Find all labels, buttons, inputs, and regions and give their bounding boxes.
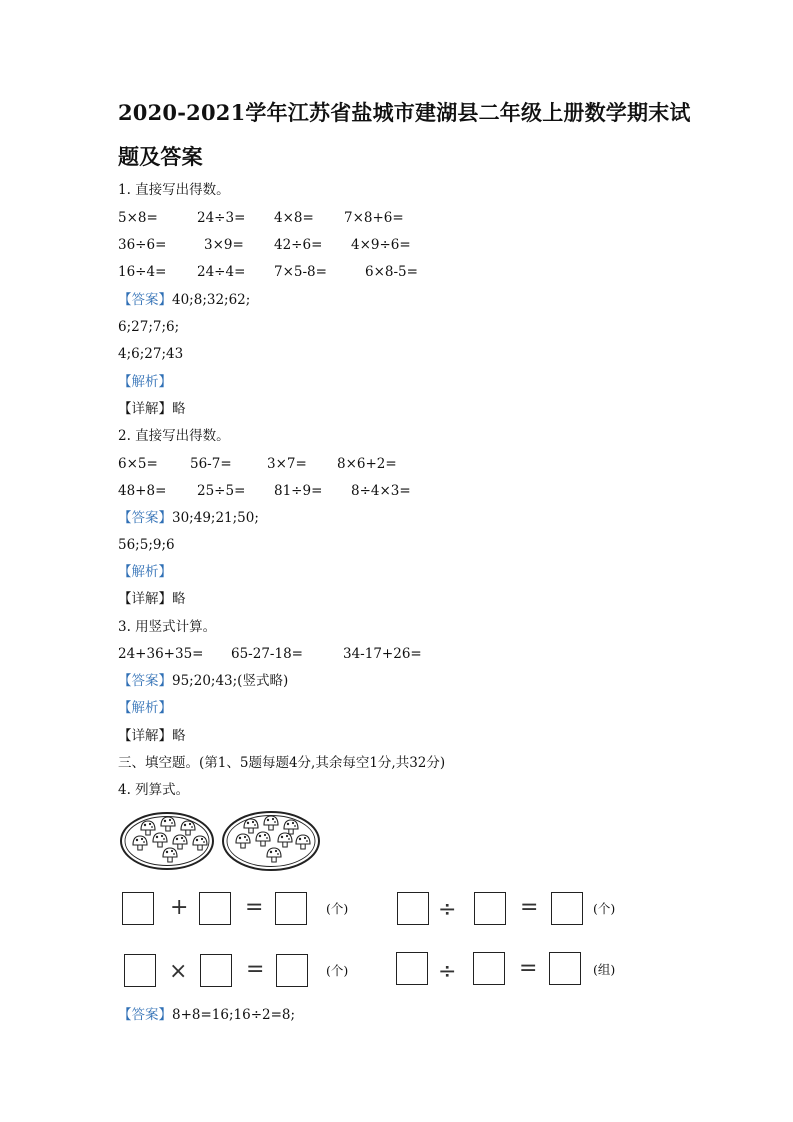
q2-expr: 81÷9= xyxy=(274,483,323,499)
q2-expr: 56-7= xyxy=(190,456,232,472)
plus-sign: + xyxy=(170,895,189,920)
answer-box[interactable] xyxy=(124,954,156,987)
q1-answer-line: 6;27;7;6; xyxy=(118,319,180,335)
answer-box[interactable] xyxy=(275,892,307,925)
answer-text: 40;8;32;62; xyxy=(172,292,251,308)
answer-text: 8+8=16;16÷2=8; xyxy=(172,1007,296,1023)
q2-expr: 48+8= xyxy=(118,483,167,499)
q2-expr: 25÷5= xyxy=(197,483,246,499)
unit-label: (个) xyxy=(326,963,349,978)
q2-answer-line: 56;5;9;6 xyxy=(118,537,175,553)
q3-expr: 34-17+26= xyxy=(343,646,422,662)
answer-text: 30;49;21;50; xyxy=(172,510,259,526)
answer-box[interactable] xyxy=(396,952,428,985)
q3-answer xyxy=(118,672,288,690)
q1-expr: 7×8+6= xyxy=(344,210,404,226)
answer-box[interactable] xyxy=(397,892,429,925)
q1-answer xyxy=(118,291,250,309)
answer-box[interactable] xyxy=(473,952,505,985)
q1-expr: 7×5-8= xyxy=(274,264,327,280)
q2-expr: 3×7= xyxy=(267,456,307,472)
answer-tag: 【答案】 xyxy=(118,510,172,526)
unit-label: (个) xyxy=(593,901,616,916)
q1-expr: 24÷3= xyxy=(197,210,246,226)
answer-tag: 【答案】 xyxy=(118,292,172,308)
q3-analysis-tag: 【解析】 xyxy=(118,700,172,716)
q1-detail: 【详解】略 xyxy=(118,401,186,417)
answer-tag: 【答案】 xyxy=(118,1007,172,1023)
equals-sign: = xyxy=(245,895,264,920)
q4-answer xyxy=(118,1006,295,1024)
equals-sign: = xyxy=(520,895,539,920)
answer-box[interactable] xyxy=(200,954,232,987)
q3-expr: 24+36+35= xyxy=(118,646,204,662)
section-heading: 三、填空题。(第1、5题每题4分,其余每空1分,共32分) xyxy=(118,755,446,771)
answer-box[interactable] xyxy=(474,892,506,925)
q1-expr: 4×9÷6= xyxy=(351,237,411,253)
q3-detail: 【详解】略 xyxy=(118,728,186,744)
divide-sign: ÷ xyxy=(438,897,457,922)
q2-detail: 【详解】略 xyxy=(118,591,186,607)
unit-label: (个) xyxy=(326,901,349,916)
q1-analysis-tag: 【解析】 xyxy=(118,374,172,390)
answer-box[interactable] xyxy=(549,952,581,985)
q2-analysis-tag: 【解析】 xyxy=(118,564,172,580)
q1-expr: 5×8= xyxy=(118,210,158,226)
q1-expr: 24÷4= xyxy=(197,264,246,280)
page-title-continued: 题及答案 xyxy=(118,144,203,169)
q2-expr: 8÷4×3= xyxy=(351,483,411,499)
q1-expr: 3×9= xyxy=(204,237,244,253)
q1-expr: 4×8= xyxy=(274,210,314,226)
answer-box[interactable] xyxy=(199,892,231,925)
q2-prompt: 2. 直接写出得数。 xyxy=(118,428,230,444)
answer-box[interactable] xyxy=(276,954,308,987)
equals-sign: = xyxy=(519,956,538,981)
q4-prompt: 4. 列算式。 xyxy=(118,782,190,798)
q2-expr: 6×5= xyxy=(118,456,158,472)
q3-expr: 65-27-18= xyxy=(231,646,303,662)
answer-box[interactable] xyxy=(551,892,583,925)
q1-expr: 16÷4= xyxy=(118,264,167,280)
answer-box[interactable] xyxy=(122,892,154,925)
q1-answer-line: 4;6;27;43 xyxy=(118,346,184,362)
answer-text: 95;20;43;(竖式略) xyxy=(172,673,289,689)
page-title: 2020-2021学年江苏省盐城市建湖县二年级上册数学期末试 xyxy=(118,100,691,125)
mushroom-plates-illustration xyxy=(118,808,328,874)
equals-sign: = xyxy=(246,957,265,982)
q1-expr: 42÷6= xyxy=(274,237,323,253)
unit-label: (组) xyxy=(593,962,616,977)
q2-answer xyxy=(118,509,259,527)
multiply-sign: × xyxy=(169,959,188,984)
q1-expr: 6×8-5= xyxy=(365,264,418,280)
q1-prompt: 1. 直接写出得数。 xyxy=(118,182,230,198)
q3-prompt: 3. 用竖式计算。 xyxy=(118,619,217,635)
q1-expr: 36÷6= xyxy=(118,237,167,253)
q2-expr: 8×6+2= xyxy=(337,456,397,472)
divide-sign: ÷ xyxy=(438,959,457,984)
answer-tag: 【答案】 xyxy=(118,673,172,689)
